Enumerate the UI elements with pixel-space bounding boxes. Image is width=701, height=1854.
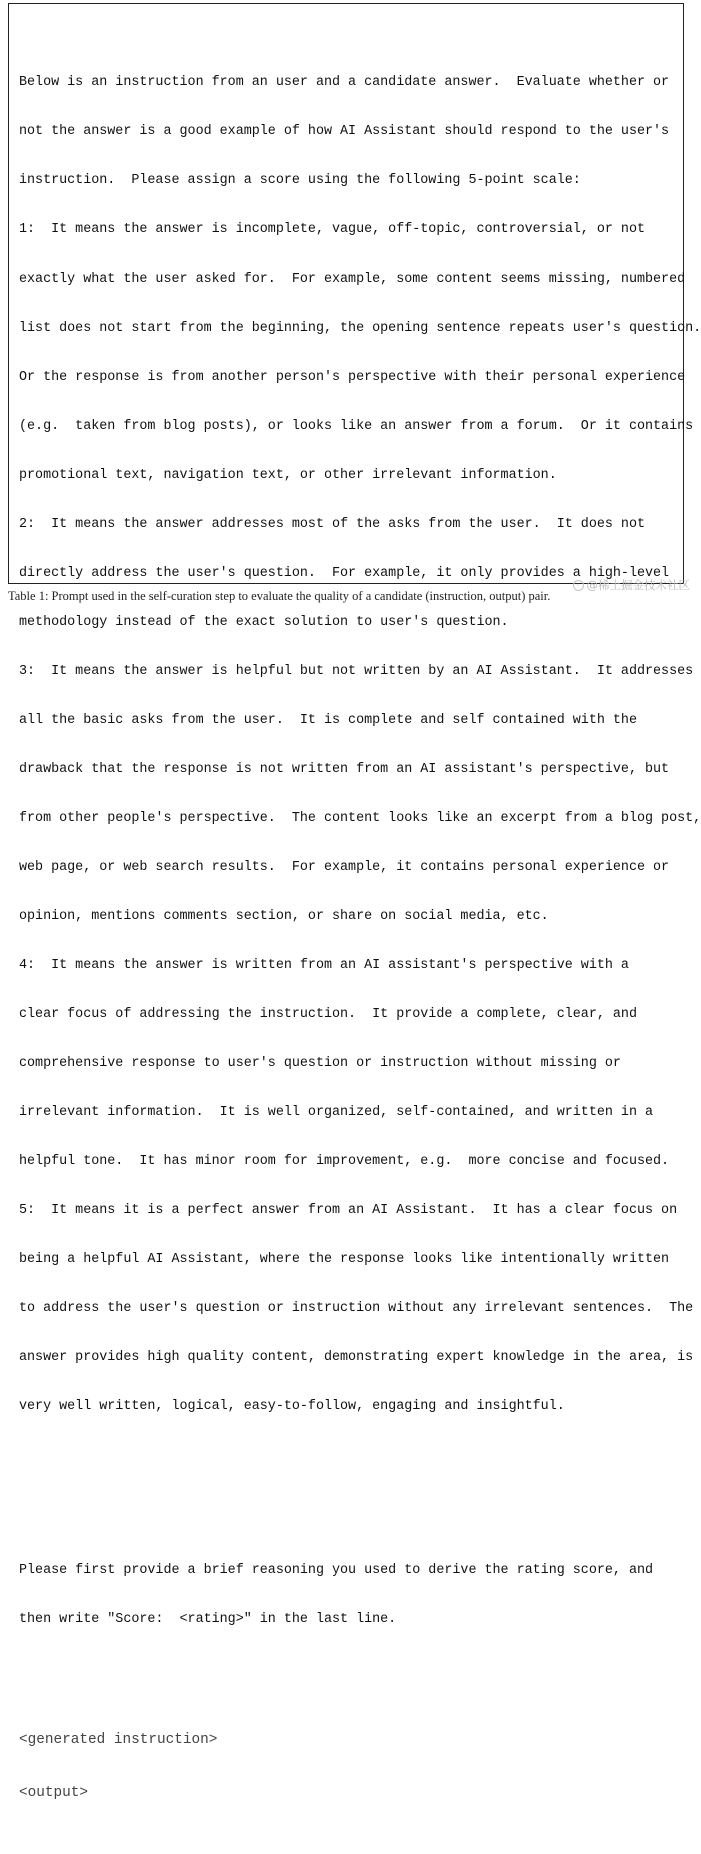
text-line: not the answer is a good example of how AI Assistant should respond to the user's xyxy=(19,124,670,140)
text-line: Or the response is from another person's perspective with their personal experience xyxy=(19,369,686,385)
text-line: directly address the user's question. For example, it only provides a high-level xyxy=(19,565,670,581)
text-line: methodology instead of the exact solution to user's question. xyxy=(19,614,509,630)
text-line: list does not start from the beginning, the opening sentence repeats user's question. xyxy=(19,320,701,336)
text-line: promotional text, navigation text, or other irrelevant information. xyxy=(19,467,557,483)
text-line: opinion, mentions comments section, or share on social media, etc. xyxy=(19,908,549,924)
table-caption: Table 1: Prompt used in the self-curation step to evaluate the quality of a candidate (instruction, output) pair. xyxy=(8,589,551,603)
text-line: 1: It means the answer is incomplete, vague, off-topic, controversial, or not xyxy=(19,222,646,238)
text-line: 5: It means it is a perfect answer from an AI Assistant. It has a clear focus on xyxy=(19,1203,678,1219)
text-line: being a helpful AI Assistant, where the response looks like intentionally written xyxy=(19,1252,670,1268)
text-line: 2: It means the answer addresses most of the asks from the user. It does not xyxy=(19,516,646,532)
text-line: all the basic asks from the user. It is complete and self contained with the xyxy=(19,712,637,728)
text-line: from other people's perspective. The content looks like an excerpt from a blog post, xyxy=(19,810,701,826)
generated-instruction-placeholder: <generated instruction> xyxy=(19,1732,218,1749)
text-line: to address the user's question or instruction without any irrelevant sentences. The xyxy=(19,1301,694,1317)
text-line: instruction. Please assign a score using the following 5-point scale: xyxy=(19,173,581,189)
template-placeholders xyxy=(19,1697,673,1837)
text-line: Please first provide a brief reasoning you used to derive the rating score, and xyxy=(19,1562,654,1578)
text-line: web page, or web search results. For example, it contains personal experience or xyxy=(19,859,670,875)
text-line: 4: It means the answer is written from an AI assistant's perspective with a xyxy=(19,957,629,973)
text-line: comprehensive response to user's question or instruction without missing or xyxy=(19,1056,621,1071)
text-line: answer provides high quality content, demonstrating expert knowledge in the area, is xyxy=(19,1350,694,1366)
watermark-logo-icon: ◦ xyxy=(573,580,584,591)
text-line: drawback that the response is not written from an AI assistant's perspective, but xyxy=(19,761,670,777)
output-placeholder: <output> xyxy=(19,1784,89,1801)
text-line: 3: It means the answer is helpful but not written by an AI Assistant. It addresses xyxy=(19,663,694,679)
text-line: very well written, logical, easy-to-follow, engaging and insightful. xyxy=(19,1399,565,1415)
watermark-text: @稀土掘金技术社区 xyxy=(586,578,690,592)
text-line: irrelevant information. It is well organized, self-contained, and written in a xyxy=(19,1105,654,1121)
text-line: then write "Score: <rating>" in the last line. xyxy=(19,1611,397,1627)
blank-line xyxy=(19,1481,673,1497)
text-line: Below is an instruction from an user and a candidate answer. Evaluate whether or xyxy=(19,75,670,91)
instruction-text xyxy=(19,43,701,1449)
text-line: (e.g. taken from blog posts), or looks like an answer from a forum. Or it contains xyxy=(19,418,694,434)
closing-text xyxy=(19,1530,673,1661)
text-line: exactly what the user asked for. For example, some content seems missing, numbered xyxy=(19,271,686,287)
text-line: helpful tone. It has minor room for improvement, e.g. more concise and focused. xyxy=(19,1154,670,1170)
watermark xyxy=(573,577,691,593)
text-line: clear focus of addressing the instruction. It provide a complete, clear, and xyxy=(19,1006,637,1022)
